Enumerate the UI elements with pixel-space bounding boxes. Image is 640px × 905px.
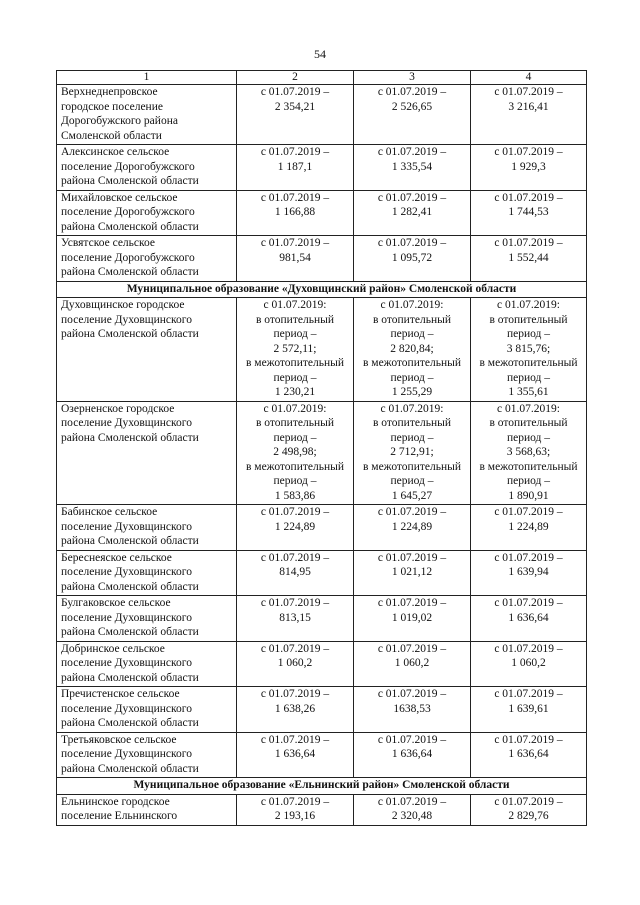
tariff-value-cell: с 01.07.2019: в отопительный период – 2 820,84; в межотопительный период – 1 255,29 <box>354 298 471 402</box>
tariff-value-cell: с 01.07.2019: в отопительный период – 3 815,76; в межотопительный период – 1 355,61 <box>471 298 587 402</box>
section-title: Муниципальное образование «Духовщинский район» Смоленской области <box>57 281 587 298</box>
tariff-value-cell: с 01.07.2019 – 1 019,02 <box>354 596 471 642</box>
tariff-value-cell: с 01.07.2019 – 1 639,61 <box>471 687 587 733</box>
tariff-value-cell: с 01.07.2019 – 1 224,89 <box>237 505 354 551</box>
settlement-name-cell: Озерненское городское поселение Духовщинского района Смоленской области <box>57 401 237 505</box>
tariff-value-cell: с 01.07.2019 – 3 216,41 <box>471 85 587 145</box>
tariff-value-cell: с 01.07.2019 – 1 095,72 <box>354 236 471 282</box>
tariff-value-cell: с 01.07.2019 – 1 224,89 <box>354 505 471 551</box>
table-row <box>57 687 587 733</box>
tariff-value-cell: с 01.07.2019: в отопительный период – 3 568,63; в межотопительный период – 1 890,91 <box>471 401 587 505</box>
tariff-value-cell: с 01.07.2019 – 2 354,21 <box>237 85 354 145</box>
table-row <box>57 596 587 642</box>
table-row <box>57 298 587 402</box>
column-header-4: 4 <box>471 71 587 85</box>
tariff-value-cell: с 01.07.2019: в отопительный период – 2 712,91; в межотопительный период – 1 645,27 <box>354 401 471 505</box>
tariff-value-cell: с 01.07.2019 – 2 526,65 <box>354 85 471 145</box>
tariff-value-cell: с 01.07.2019 – 1 929,3 <box>471 145 587 191</box>
tariff-value-cell: с 01.07.2019 – 1 060,2 <box>471 641 587 687</box>
column-header-2: 2 <box>237 71 354 85</box>
tariff-value-cell: с 01.07.2019 – 1638,53 <box>354 687 471 733</box>
page-number: 54 <box>314 47 326 61</box>
tariff-value-cell: с 01.07.2019 – 1 282,41 <box>354 190 471 236</box>
table-row <box>57 236 587 282</box>
table-row <box>57 145 587 191</box>
settlement-name-cell: Пречистенское сельское поселение Духовщинского района Смоленской области <box>57 687 237 733</box>
settlement-name-cell: Бабинское сельское поселение Духовщинского района Смоленской области <box>57 505 237 551</box>
tariff-value-cell: с 01.07.2019 – 1 636,64 <box>354 732 471 778</box>
table-header-row <box>57 71 587 85</box>
section-header-row <box>57 281 587 298</box>
table-row <box>57 190 587 236</box>
tariff-value-cell: с 01.07.2019 – 1 636,64 <box>471 732 587 778</box>
tariff-value-cell: с 01.07.2019 – 1 060,2 <box>354 641 471 687</box>
tariff-value-cell: с 01.07.2019 – 1 335,54 <box>354 145 471 191</box>
tariff-value-cell: с 01.07.2019 – 2 829,76 <box>471 794 587 825</box>
tariff-value-cell: с 01.07.2019 – 1 636,64 <box>237 732 354 778</box>
tariff-value-cell: с 01.07.2019: в отопительный период – 2 498,98; в межотопительный период – 1 583,86 <box>237 401 354 505</box>
table-row <box>57 732 587 778</box>
tariff-value-cell: с 01.07.2019 – 1 224,89 <box>471 505 587 551</box>
tariff-value-cell: с 01.07.2019 – 2 320,48 <box>354 794 471 825</box>
column-header-3: 3 <box>354 71 471 85</box>
column-header-1: 1 <box>57 71 237 85</box>
tariff-value-cell: с 01.07.2019 – 981,54 <box>237 236 354 282</box>
tariff-value-cell: с 01.07.2019 – 1 166,88 <box>237 190 354 236</box>
tariff-value-cell: с 01.07.2019 – 2 193,16 <box>237 794 354 825</box>
tariff-value-cell: с 01.07.2019 – 1 744,53 <box>471 190 587 236</box>
settlement-name-cell: Добринское сельское поселение Духовщинского района Смоленской области <box>57 641 237 687</box>
tariff-value-cell: с 01.07.2019 – 1 021,12 <box>354 550 471 596</box>
settlement-name-cell: Духовщинское городское поселение Духовщинского района Смоленской области <box>57 298 237 402</box>
table-row <box>57 641 587 687</box>
section-header-row <box>57 778 587 795</box>
tariff-value-cell: с 01.07.2019 – 1 060,2 <box>237 641 354 687</box>
table-row <box>57 505 587 551</box>
table-row <box>57 794 587 825</box>
table-row <box>57 401 587 505</box>
settlement-name-cell: Береснеяское сельское поселение Духовщинского района Смоленской области <box>57 550 237 596</box>
settlement-name-cell: Булгаковское сельское поселение Духовщинского района Смоленской области <box>57 596 237 642</box>
tariff-value-cell: с 01.07.2019: в отопительный период – 2 572,11; в межотопительный период – 1 230,21 <box>237 298 354 402</box>
tariff-table <box>56 70 587 826</box>
tariff-value-cell: с 01.07.2019 – 813,15 <box>237 596 354 642</box>
tariff-value-cell: с 01.07.2019 – 1 636,64 <box>471 596 587 642</box>
table-body <box>57 85 587 826</box>
tariff-value-cell: с 01.07.2019 – 1 552,44 <box>471 236 587 282</box>
tariff-value-cell: с 01.07.2019 – 814,95 <box>237 550 354 596</box>
table-row <box>57 85 587 145</box>
tariff-value-cell: с 01.07.2019 – 1 639,94 <box>471 550 587 596</box>
settlement-name-cell: Третьяковское сельское поселение Духовщинского района Смоленской области <box>57 732 237 778</box>
section-title: Муниципальное образование «Ельнинский район» Смоленской области <box>57 778 587 795</box>
settlement-name-cell: Михайловское сельское поселение Дорогобужского района Смоленской области <box>57 190 237 236</box>
table-row <box>57 550 587 596</box>
settlement-name-cell: Алексинское сельское поселение Дорогобужского района Смоленской области <box>57 145 237 191</box>
settlement-name-cell: Верхнеднепровское городское поселение Дорогобужского района Смоленской области <box>57 85 237 145</box>
tariff-value-cell: с 01.07.2019 – 1 187,1 <box>237 145 354 191</box>
tariff-value-cell: с 01.07.2019 – 1 638,26 <box>237 687 354 733</box>
settlement-name-cell: Усвятское сельское поселение Дорогобужского района Смоленской области <box>57 236 237 282</box>
settlement-name-cell: Ельнинское городское поселение Ельнинского <box>57 794 237 825</box>
